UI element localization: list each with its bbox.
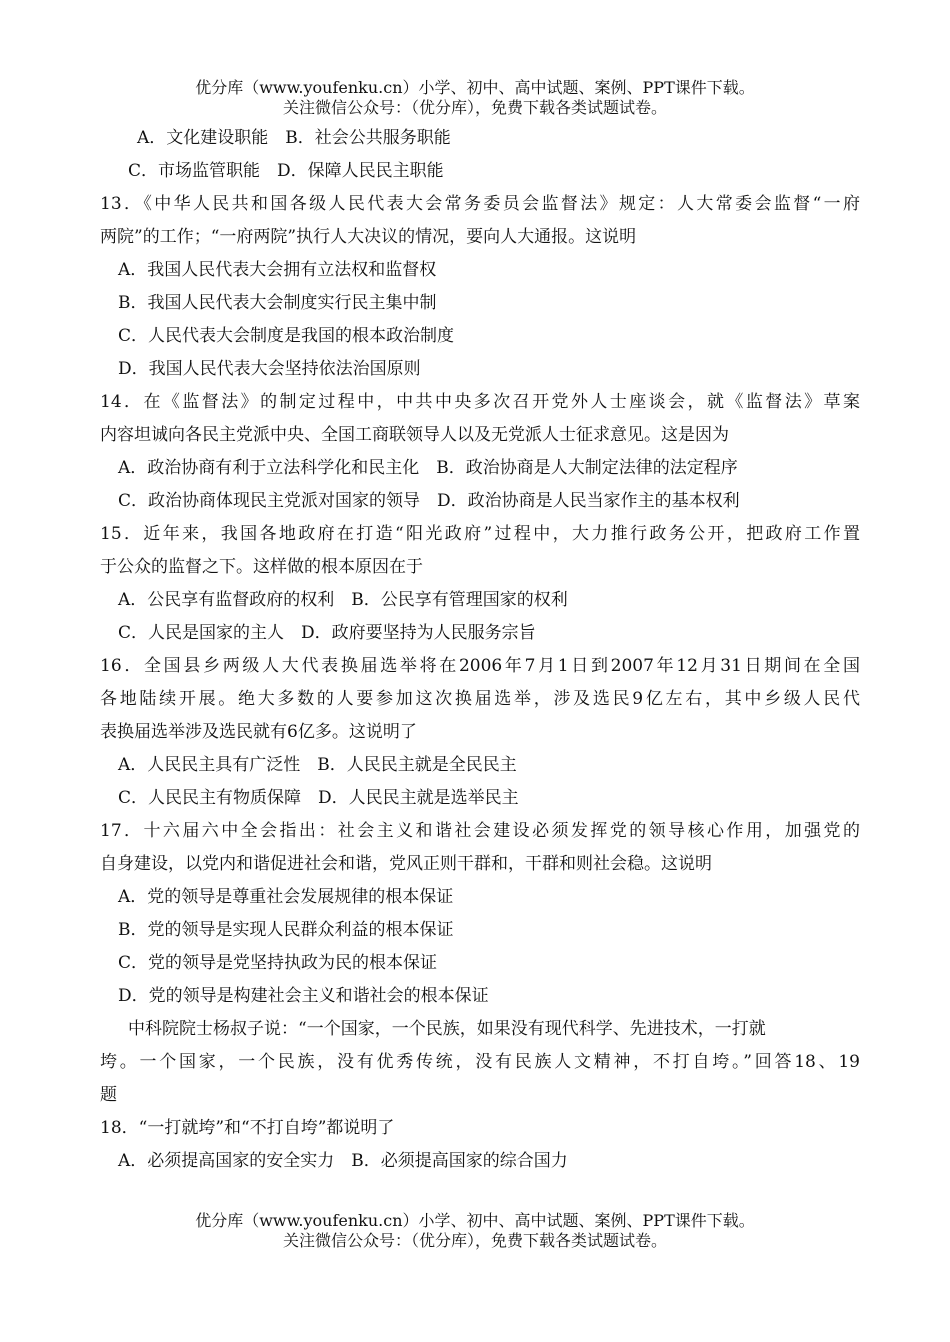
q15-stem-line-2: 于公众的监督之下。这样做的根本原因在于 bbox=[100, 557, 423, 577]
q14-options-row-2: C．政治协商体现民主党派对国家的领导 D．政治协商是人民当家作主的基本权利 bbox=[118, 491, 740, 511]
q16-options-row-1: A．人民民主具有广泛性 B．人民民主就是全民民主 bbox=[118, 755, 517, 775]
q17-option-d: D．党的领导是构建社会主义和谐社会的根本保证 bbox=[118, 986, 489, 1006]
q18-options-row-1: A．必须提高国家的安全实力 B．必须提高国家的综合国力 bbox=[118, 1151, 568, 1171]
q17-option-c: C．党的领导是党坚持执政为民的根本保证 bbox=[118, 953, 438, 973]
q14-stem-line-1: 14．在《监督法》的制定过程中，中共中央多次召开党外人士座谈会，就《监督法》草案 bbox=[100, 392, 860, 412]
q13-option-a: A．我国人民代表大会拥有立法权和监督权 bbox=[118, 260, 437, 280]
footer-line-2: 关注微信公众号：（优分库），免费下载各类试题试卷。 bbox=[282, 1231, 667, 1250]
header-line-2: 关注微信公众号：（优分库），免费下载各类试题试卷。 bbox=[282, 98, 667, 117]
q15-options-row-1: A．公民享有监督政府的权利 B．公民享有管理国家的权利 bbox=[118, 590, 568, 610]
passage-line-1: 中科院院士杨叔子说：“一个国家，一个民族，如果没有现代科学、先进技术，一打就 bbox=[128, 1019, 766, 1039]
q13-option-c: C．人民代表大会制度是我国的根本政治制度 bbox=[118, 326, 455, 346]
q13-option-d: D．我国人民代表大会坚持依法治国原则 bbox=[118, 359, 421, 379]
q16-stem-line-2: 各地陆续开展。绝大多数的人要参加这次换届选举，涉及选民9亿左右，其中乡级人民代 bbox=[100, 689, 860, 709]
q14-stem-line-2: 内容坦诚向各民主党派中央、全国工商联领导人以及无党派人士征求意见。这是因为 bbox=[100, 425, 729, 445]
q17-option-b: B．党的领导是实现人民群众利益的根本保证 bbox=[118, 920, 454, 940]
q13-option-b: B．我国人民代表大会制度实行民主集中制 bbox=[118, 293, 437, 313]
q13-stem-line-1: 13．《中华人民共和国各级人民代表大会常务委员会监督法》规定：人大常委会监督“一府 bbox=[100, 194, 860, 214]
passage-line-2: 垮。一个国家，一个民族，没有优秀传统，没有民族人文精神，不打自垮。”回答18、19 bbox=[100, 1052, 860, 1072]
q17-stem-line-1: 17．十六届六中全会指出：社会主义和谐社会建设必须发挥党的领导核心作用，加强党的 bbox=[100, 821, 860, 841]
footer-line-1: 优分库（www.youfenku.cn）小学、初中、高中试题、案例、PPT课件下载。 bbox=[195, 1211, 755, 1230]
header-line-1: 优分库（www.youfenku.cn）小学、初中、高中试题、案例、PPT课件下载。 bbox=[195, 78, 755, 97]
q15-options-row-2: C．人民是国家的主人 D．政府要坚持为人民服务宗旨 bbox=[118, 623, 536, 643]
q12-options-row-2: C．市场监管职能 D．保障人民民主职能 bbox=[128, 161, 444, 181]
q17-option-a: A．党的领导是尊重社会发展规律的根本保证 bbox=[118, 887, 454, 907]
q14-options-row-1: A．政治协商有利于立法科学化和民主化 B．政治协商是人大制定法律的法定程序 bbox=[118, 458, 738, 478]
passage-line-3: 题 bbox=[100, 1085, 117, 1105]
q15-stem-line-1: 15．近年来，我国各地政府在打造“阳光政府”过程中，大力推行政务公开，把政府工作置 bbox=[100, 524, 860, 544]
q16-stem-line-1: 16．全国县乡两级人大代表换届选举将在2006年7月1日到2007年12月31日期间在全国 bbox=[100, 656, 860, 676]
q13-stem-line-2: 两院”的工作；“一府两院”执行人大决议的情况，要向人大通报。这说明 bbox=[100, 227, 637, 247]
q16-options-row-2: C．人民民主有物质保障 D．人民民主就是选举民主 bbox=[118, 788, 519, 808]
q16-stem-line-3: 表换届选举涉及选民就有6亿多。这说明了 bbox=[100, 722, 417, 742]
q17-stem-line-2: 自身建设，以党内和谐促进社会和谐，党风正则干群和，干群和则社会稳。这说明 bbox=[100, 854, 712, 874]
q12-options-row-1: A．文化建设职能 B．社会公共服务职能 bbox=[137, 128, 451, 148]
q18-stem-line-1: 18．“一打就垮”和“不打自垮”都说明了 bbox=[100, 1118, 395, 1138]
